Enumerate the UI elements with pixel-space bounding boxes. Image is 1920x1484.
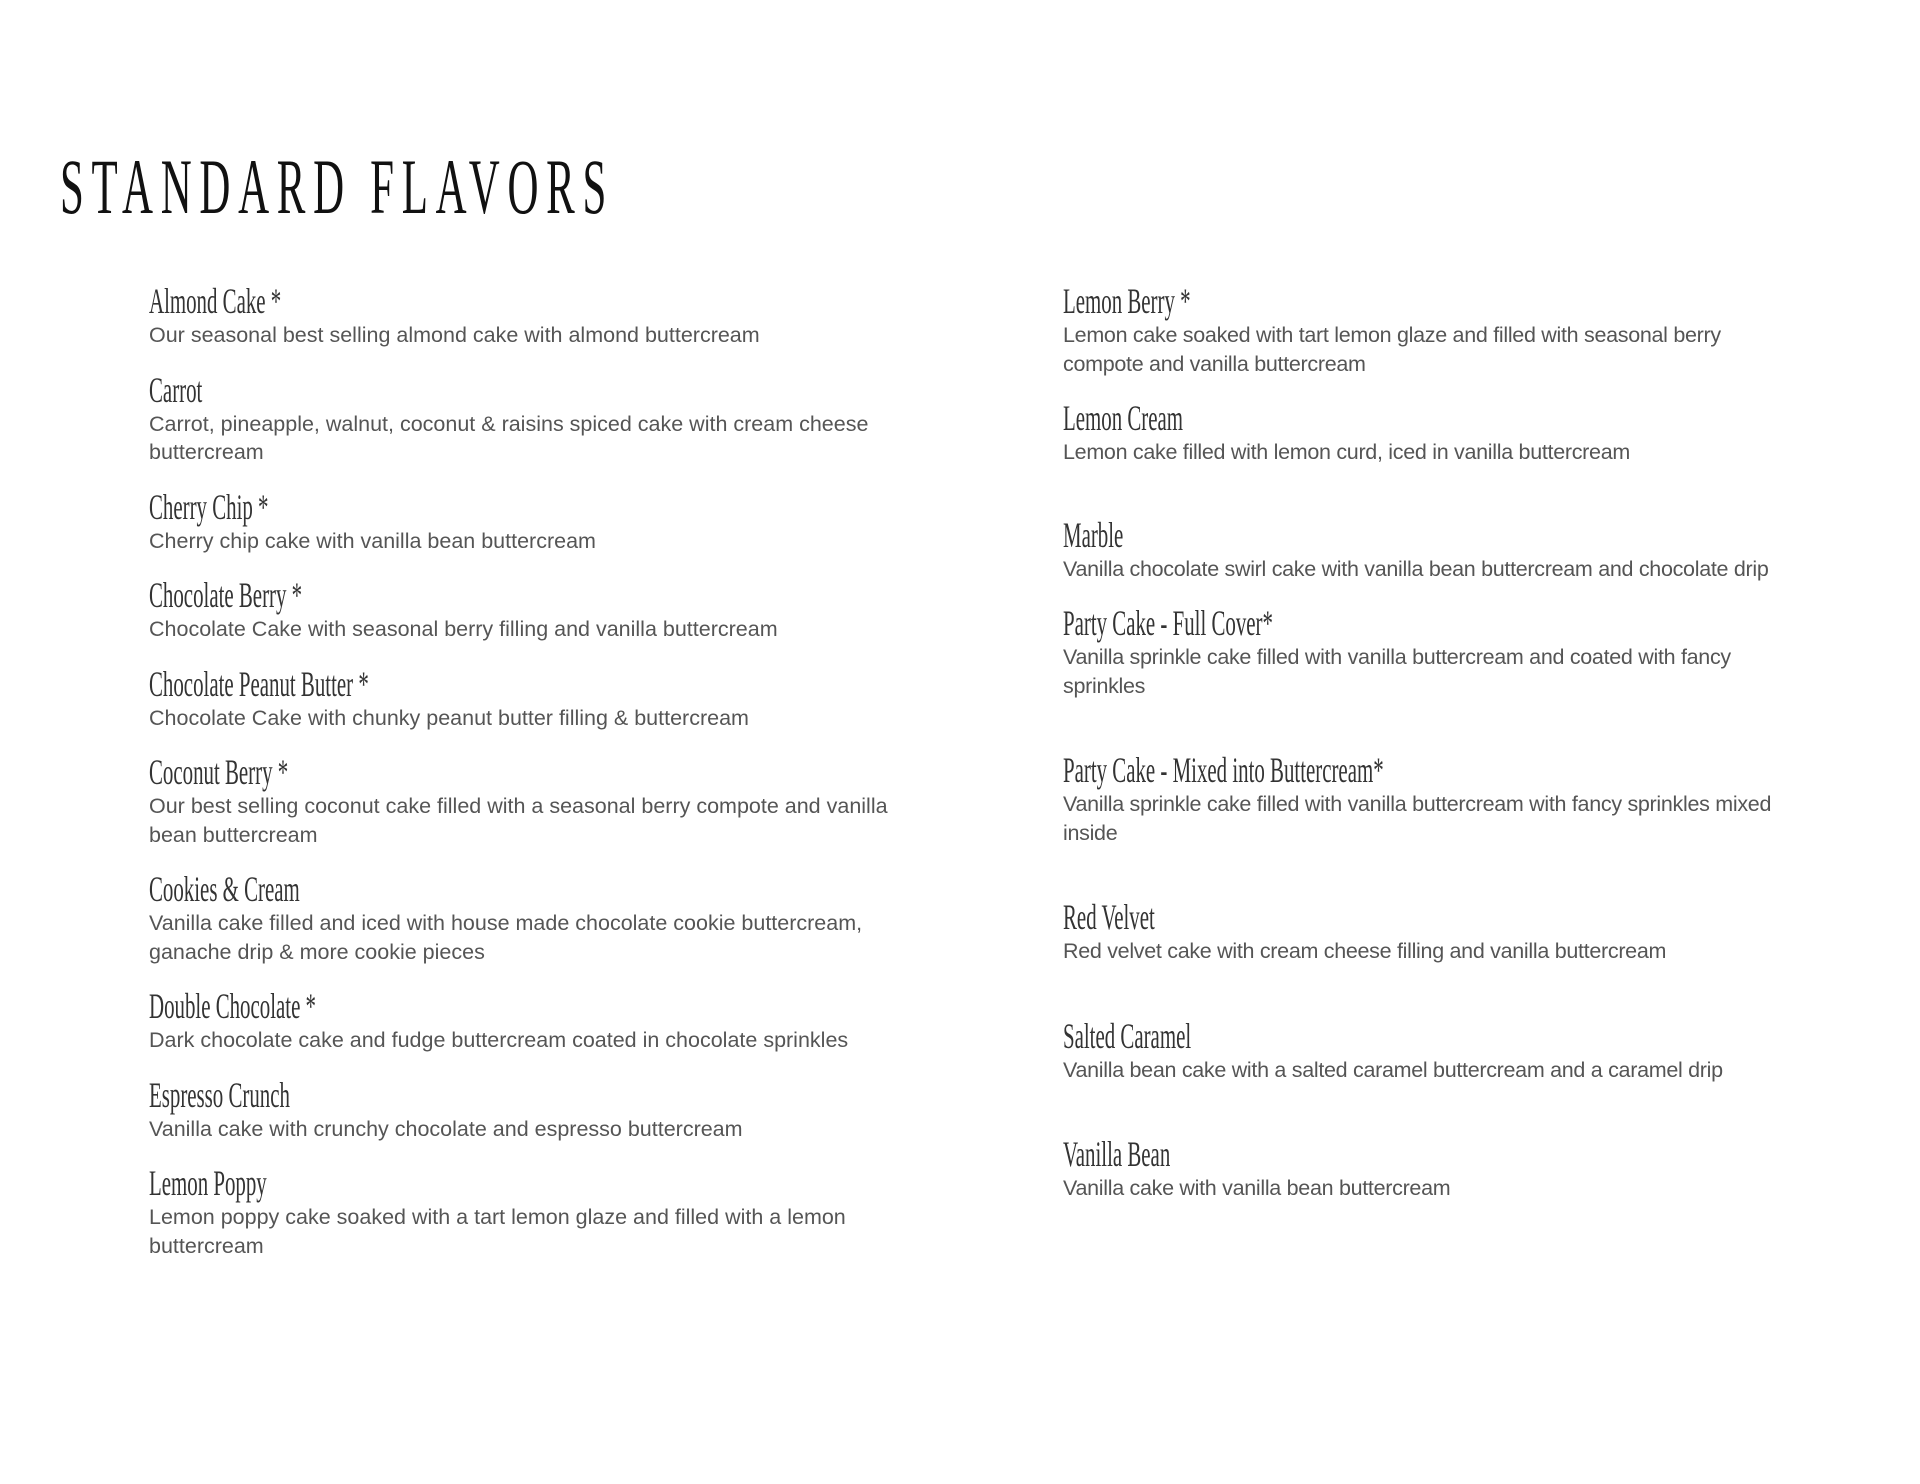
flavor-description: Vanilla cake with vanilla bean buttercream — [1063, 1176, 1451, 1200]
flavor-description: Our seasonal best selling almond cake with almond buttercream — [149, 323, 760, 347]
flavor-name: Chocolate Peanut Butter * — [149, 663, 369, 704]
flavor-item — [1063, 899, 1823, 966]
flavor-item — [1063, 283, 1823, 378]
left-flavor-column — [149, 283, 909, 1260]
flavor-name: Double Chocolate * — [149, 986, 317, 1026]
flavor-name: Carrot — [149, 369, 203, 410]
flavor-description: Chocolate Cake with seasonal berry filling and vanilla buttercream — [149, 617, 778, 641]
flavor-item — [149, 754, 909, 849]
flavor-item — [149, 283, 909, 350]
flavor-name: Marble — [1063, 514, 1124, 555]
flavor-description: Vanilla sprinkle cake filled with vanilla buttercream with fancy sprinkles mixed inside — [1063, 792, 1772, 845]
flavor-name: Lemon Poppy — [149, 1163, 267, 1203]
flavor-item — [1063, 514, 1823, 584]
page-title: STANDARD FLAVORS — [60, 143, 615, 231]
flavor-name: Vanilla Bean — [1063, 1134, 1171, 1174]
flavor-name: Party Cake - Mixed into Buttercream* — [1063, 750, 1384, 790]
flavor-name: Lemon Cream — [1063, 398, 1184, 438]
flavor-description: Chocolate Cake with chunky peanut butter filling & buttercream — [149, 705, 749, 730]
flavor-description: Vanilla cake with crunchy chocolate and espresso buttercream — [149, 1116, 743, 1141]
flavor-item — [1063, 1136, 1823, 1203]
flavor-description: Our best selling coconut cake filled with a seasonal berry compote and vanilla bean buttercream — [149, 794, 888, 847]
flavor-item — [149, 871, 909, 966]
flavor-item — [149, 663, 909, 733]
flavor-name: Cherry Chip * — [149, 486, 269, 527]
flavor-item — [149, 1074, 909, 1144]
flavor-item — [1063, 752, 1823, 847]
flavor-item — [149, 486, 909, 556]
flavor-item — [1063, 1015, 1823, 1085]
flavor-name: Chocolate Berry * — [149, 575, 303, 615]
flavor-item — [149, 369, 909, 467]
flavor-description: Lemon cake soaked with tart lemon glaze and filled with seasonal berry compote and vanilla buttercream — [1063, 323, 1721, 376]
flavor-description: Red velvet cake with cream cheese filling and vanilla buttercream — [1063, 939, 1667, 963]
flavor-name: Cookies & Cream — [149, 869, 300, 909]
flavor-description: Lemon cake filled with lemon curd, iced in vanilla buttercream — [1063, 440, 1630, 464]
flavor-item — [1063, 605, 1823, 700]
flavor-description: Cherry chip cake with vanilla bean buttercream — [149, 528, 596, 553]
flavor-item — [1063, 400, 1823, 467]
flavor-name: Salted Caramel — [1063, 1015, 1192, 1056]
right-flavor-column — [1063, 283, 1823, 1203]
flavor-description: Dark chocolate cake and fudge buttercream coated in chocolate sprinkles — [149, 1028, 849, 1052]
flavor-item — [149, 577, 909, 644]
flavor-name: Almond Cake * — [149, 281, 282, 321]
flavor-name: Espresso Crunch — [149, 1074, 290, 1115]
flavor-item — [149, 988, 909, 1055]
flavor-name: Coconut Berry * — [149, 752, 289, 792]
flavor-description: Vanilla bean cake with a salted caramel buttercream and a caramel drip — [1063, 1057, 1723, 1082]
flavor-description: Carrot, pineapple, walnut, coconut & raisins spiced cake with cream cheese buttercream — [149, 411, 869, 464]
flavor-name: Red Velvet — [1063, 897, 1155, 937]
flavor-description: Vanilla chocolate swirl cake with vanilla bean buttercream and chocolate drip — [1063, 556, 1769, 581]
flavor-name: Lemon Berry * — [1063, 281, 1191, 321]
flavor-description: Vanilla sprinkle cake filled with vanilla buttercream and coated with fancy sprinkles — [1063, 645, 1731, 698]
flavor-name: Party Cake - Full Cover* — [1063, 603, 1273, 643]
flavor-description: Lemon poppy cake soaked with a tart lemon glaze and filled with a lemon buttercream — [149, 1205, 846, 1258]
flavor-item — [149, 1165, 909, 1260]
flavor-description: Vanilla cake filled and iced with house made chocolate cookie buttercream, ganache drip & more cookie pieces — [149, 911, 863, 964]
